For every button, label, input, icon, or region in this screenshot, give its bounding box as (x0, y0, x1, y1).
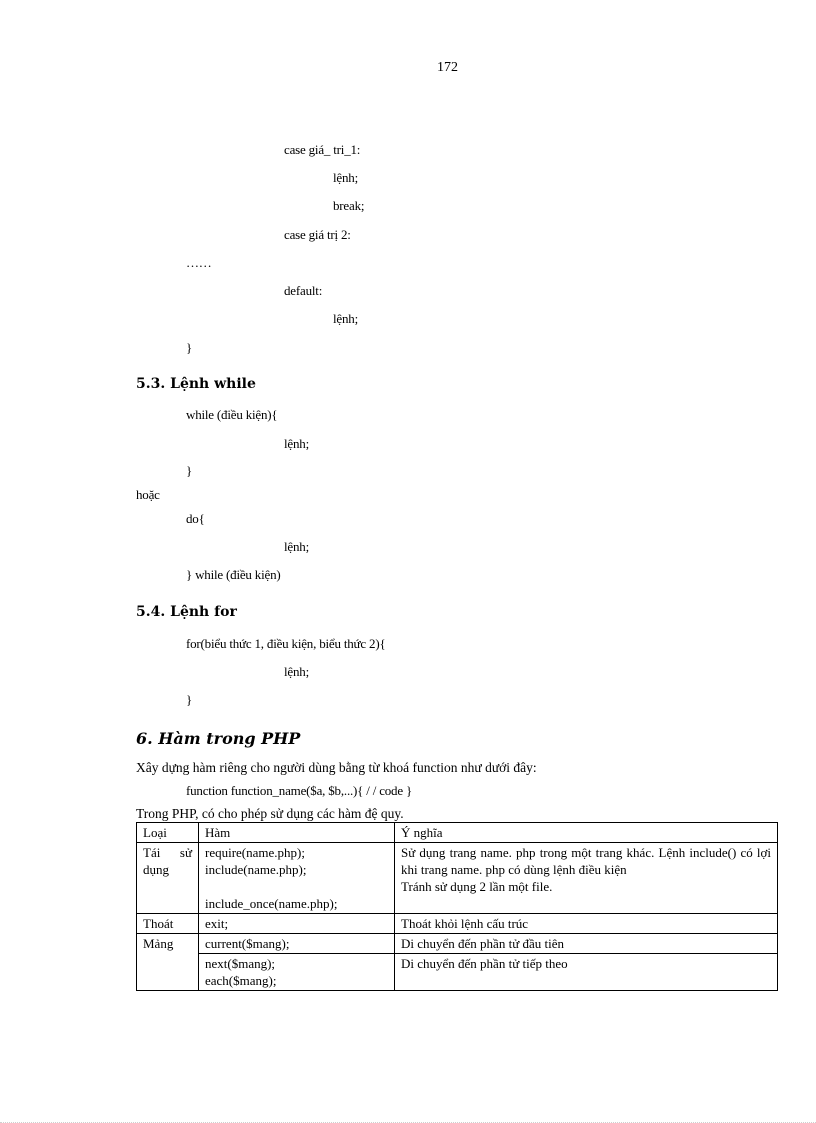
code-do-open: do{ (186, 511, 205, 526)
meaning-text: Tránh sử dụng 2 lần một file. (401, 879, 553, 894)
code-while-open: while (điều kiện){ (186, 407, 278, 422)
table-row (137, 954, 778, 991)
cell-functions: current($mang); (199, 934, 395, 954)
cell-functions (199, 843, 395, 914)
heading-functions: 6. Hàm trong PHP (136, 729, 301, 748)
table-row (137, 934, 778, 954)
code-for-statement: lệnh; (284, 664, 309, 679)
text-or: hoặc (136, 487, 160, 502)
table-header-row (137, 823, 778, 843)
code-case-2: case giá trị 2: (284, 227, 351, 242)
cell-type: Tái sử dụng (137, 843, 199, 914)
code-break: break; (333, 198, 365, 213)
code-default-statement: lệnh; (333, 311, 358, 326)
header-type: Loại (137, 823, 199, 843)
header-function: Hàm (199, 823, 395, 843)
heading-for: 5.4. Lệnh for (136, 604, 237, 620)
cell-meaning: Di chuyển đến phần tử tiếp theo (395, 954, 778, 991)
function-name: each($mang); (205, 973, 277, 988)
function-name: next($mang); (205, 956, 276, 971)
cell-type: Thoát (137, 914, 199, 934)
cell-functions (199, 954, 395, 991)
code-default: default: (284, 283, 323, 298)
code-do-statement: lệnh; (284, 539, 309, 554)
table-row (137, 843, 778, 914)
meaning-text: Sử dụng trang name. php trong một trang khác. Lệnh include() có lợi khi trang name. php có dùng lệnh điều kiện (401, 845, 771, 877)
code-ellipsis: …… (186, 255, 212, 270)
cell-meaning: Di chuyển đến phần tử đầu tiên (395, 934, 778, 954)
cell-functions: exit; (199, 914, 395, 934)
page-number: 172 (437, 60, 458, 75)
recursion-note: Trong PHP, có cho phép sử dụng các hàm đệ quy. (136, 806, 404, 821)
functions-table (136, 822, 778, 991)
code-while-statement: lệnh; (284, 436, 309, 451)
code-case-1: case giá_ tri_1: (284, 142, 361, 157)
cell-type: Mảng (137, 934, 199, 991)
header-meaning: Ý nghĩa (395, 823, 778, 843)
code-switch-close: } (186, 340, 193, 355)
table-row (137, 914, 778, 934)
function-syntax: function function_name($a, $b,...){ / / code } (186, 783, 413, 798)
function-name: include_once(name.php); (205, 896, 338, 911)
function-name: require(name.php); (205, 845, 305, 860)
functions-intro: Xây dựng hàm riêng cho người dùng bằng từ khoá function như dưới đây: (136, 760, 537, 775)
cell-meaning: Thoát khỏi lệnh cấu trúc (395, 914, 778, 934)
code-do-close: } while (điều kiện) (186, 567, 281, 582)
code-for-open: for(biểu thức 1, điều kiện, biểu thức 2){ (186, 636, 386, 651)
function-name: include(name.php); (205, 862, 307, 877)
heading-while: 5.3. Lệnh while (136, 376, 256, 392)
code-for-close: } (186, 692, 193, 707)
cell-meaning (395, 843, 778, 914)
code-while-close: } (186, 463, 193, 478)
code-case-1-statement: lệnh; (333, 170, 358, 185)
